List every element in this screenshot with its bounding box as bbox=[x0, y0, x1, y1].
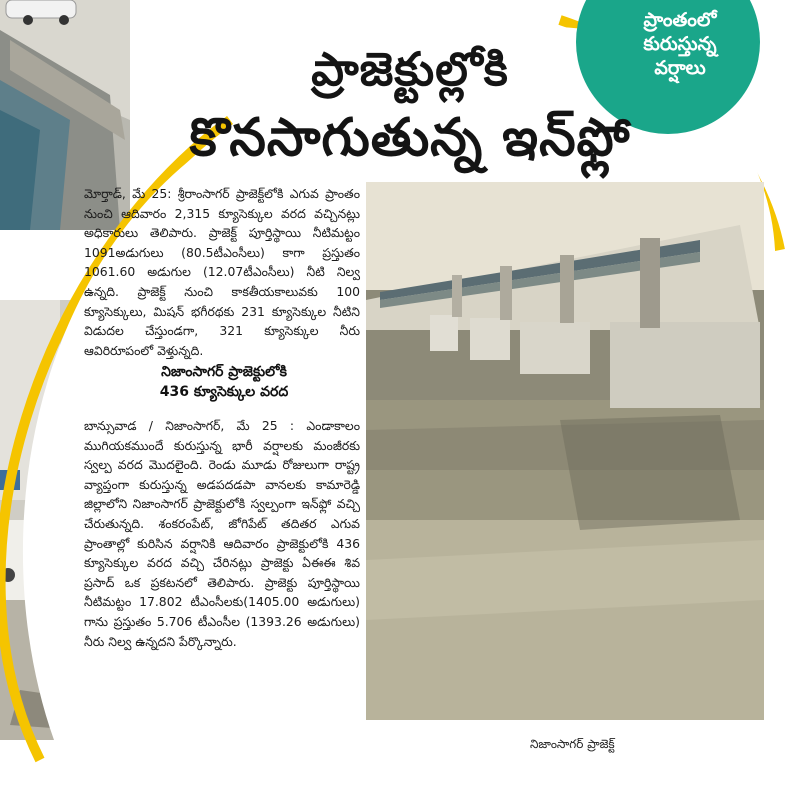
article-2-body: ఎండాకాలం ముగియకముందే కురుస్తున్న భారీ వర్షాలకు మంజీరకు స్వల్ప వరద మొదలైంది. రెండు మూడు రోజులుగా రాష్ట్ర వ్యాప్తంగా కురుస్తున్న అడపదడపా వానలకు కామారెడ్డి జిల్లాలోని నిజాంసాగర్ ప్రాజెక్టులోకి స్వల్పంగా ఇన్‌ఫ్లో వచ్చి చేరుతున్నది. శంకరంపేట్, జోగిపేట్ తదితర ఎగువ ప్రాంతాల్లో కురిసిన వర్షానికి ఆదివారం ప్రాజెక్టులోకి 436 క్యూసెక్కుల వరద వచ్చి చేరినట్లు ప్రాజెక్టు ఏఈఈ శివ ప్రసాద్ ఒక ప్రకటనలో తెలిపారు. ప్రాజెక్టు పూర్తిస్థాయి నీటిమట్టం 17.802 టీఎంసీలకు(1405.00 అడుగులు) గాను ప్రస్తుతం 5.706 టీఎంసీల (1393.26 అడుగులు) నీరు నిల్వ ఉన్నదని పేర్కొన్నారు. bbox=[84, 418, 360, 649]
subhead-line-2: 436 క్యూసెక్కుల వరద bbox=[159, 384, 289, 400]
badge-line: కురుస్తున్న bbox=[643, 33, 717, 55]
badge-line: ప్రాంతంలో bbox=[643, 9, 717, 31]
dam-photo bbox=[366, 182, 764, 720]
article-2-dateline: బాన్సువాడ / నిజాంసాగర్, మే 25 : bbox=[84, 418, 295, 433]
article-1-body: శ్రీరాంసాగర్ ప్రాజెక్ట్‌లోకి ఎగువ ప్రాంతం నుంచి ఆదివారం 2,315 క్యూసెక్కుల వరద వచ్చినట్లు అధికారులు తెలిపారు. ప్రాజెక్ట్ పూర్తిస్థాయి నీటిమట్టం 1091అడుగులు (80.5టీఎంసీలు) కాగా ప్రస్తుతం 1061.60 అడుగుల (12.07టీఎంసీలు) నీటి నిల్వ ఉన్నది. ప్రాజెక్ట్ నుంచి కాకతీయకాలువకు 100 క్యూసెక్కులు, మిషన్ భగీరథకు 231 క్యూసెక్కుల నీటిని విడుదల చేస్తుండగా, 321 క్యూసెక్కుల నీరు ఆవిరిరూపంలో వెళ్తున్నది. bbox=[84, 186, 360, 358]
subhead-line-1: నిజాంసాగర్ ప్రాజెక్టులోకి bbox=[161, 364, 287, 380]
article-2 bbox=[84, 416, 360, 651]
headline-line-1: ప్రాజెక్టుల్లోకి bbox=[311, 42, 509, 96]
article-1 bbox=[84, 184, 360, 360]
badge-line: వర్షాలు bbox=[654, 57, 706, 79]
headline-line-2: కొనసాగుతున్న ఇన్‌ఫ్లో bbox=[189, 108, 631, 168]
article-1-dateline: మోర్తాడ్, మే 25: bbox=[84, 186, 172, 201]
photo-caption: నిజాంసాగర్ ప్రాజెక్ట్ bbox=[530, 737, 615, 751]
